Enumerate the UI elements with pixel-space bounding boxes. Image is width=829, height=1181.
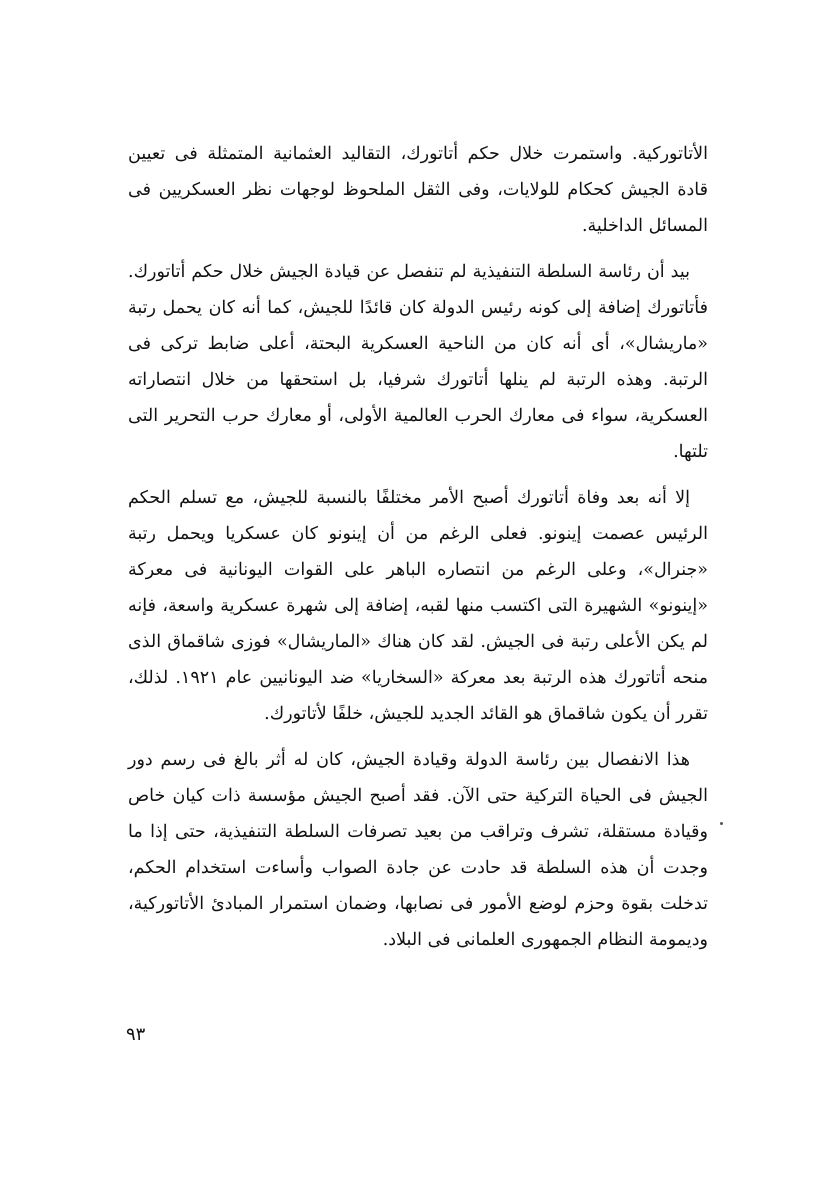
paragraph-2: بيد أن رئاسة السلطة التنفيذية لم تنفصل عن قيادة الجيش خلال حكم أتاتورك. فأتاتورك إضافة إلى كونه رئيس الدولة كان قائدًا للجيش، كما أنه كان يحمل رتبة «ماريشال»، أى أنه كان من الناحية العسكرية البحتة، أعلى ضابط تركى فى الرتبة. وهذه الرتبة لم ينلها أتاتورك شرفيا، بل استحقها من خلال انتصاراته العسكرية، سواء فى معارك الحرب العالمية الأولى، أو معارك حرب التحرير التى تلتها. xyxy=(128,262,708,462)
paragraph-3: إلا أنه بعد وفاة أتاتورك أصبح الأمر مختلفًا بالنسبة للجيش، مع تسلم الحكم الرئيس عصمت إينونو. فعلى الرغم من أن إينونو كان عسكريا ويحمل رتبة «جنرال»، وعلى الرغم من انتصاره الباهر على القوات اليونانية فى معركة «إينونو» الشهيرة التى اكتسب منها لقبه، إضافة إلى شهرة عسكرية واسعة، فإنه لم يكن الأعلى رتبة فى الجيش. لقد كان هناك «الماريشال» فوزى شاقماق الذى منحه أتاتورك هذه الرتبة بعد معركة «السخاريا» ضد اليونانيين عام ١٩٢١. لذلك، تقرر أن يكون شاقماق هو القائد الجديد للجيش، خلفًا لأتاتورك. xyxy=(128,488,709,724)
body-text xyxy=(128,136,708,968)
paragraph-4: هذا الانفصال بين رئاسة الدولة وقيادة الجيش، كان له أثر بالغ فى رسم دور الجيش فى الحياة التركية حتى الآن. فقد أصبح الجيش مؤسسة ذات كيان خاص وقيادة مستقلة، تشرف وتراقب من بعيد تصرفات السلطة التنفيذية، حتى إذا ما وجدت أن هذه السلطة قد حادت عن جادة الصواب وأساءت استخدام الحكم، تدخلت بقوة وحزم لوضع الأمور فى نصابها، وضمان استمرار المبادئ الأتاتوركية، وديمومة النظام الجمهورى العلمانى فى البلاد. xyxy=(128,750,708,950)
stray-dot-mark xyxy=(720,822,723,825)
page-number: ٩٣ xyxy=(126,1024,146,1045)
paragraph-1: الأتاتوركية. واستمرت خلال حكم أتاتورك، التقاليد العثمانية المتمثلة فى تعيين قادة الجيش كحكام للولايات، وفى الثقل الملحوظ لوجهات نظر العسكريين فى المسائل الداخلية. xyxy=(128,144,708,236)
